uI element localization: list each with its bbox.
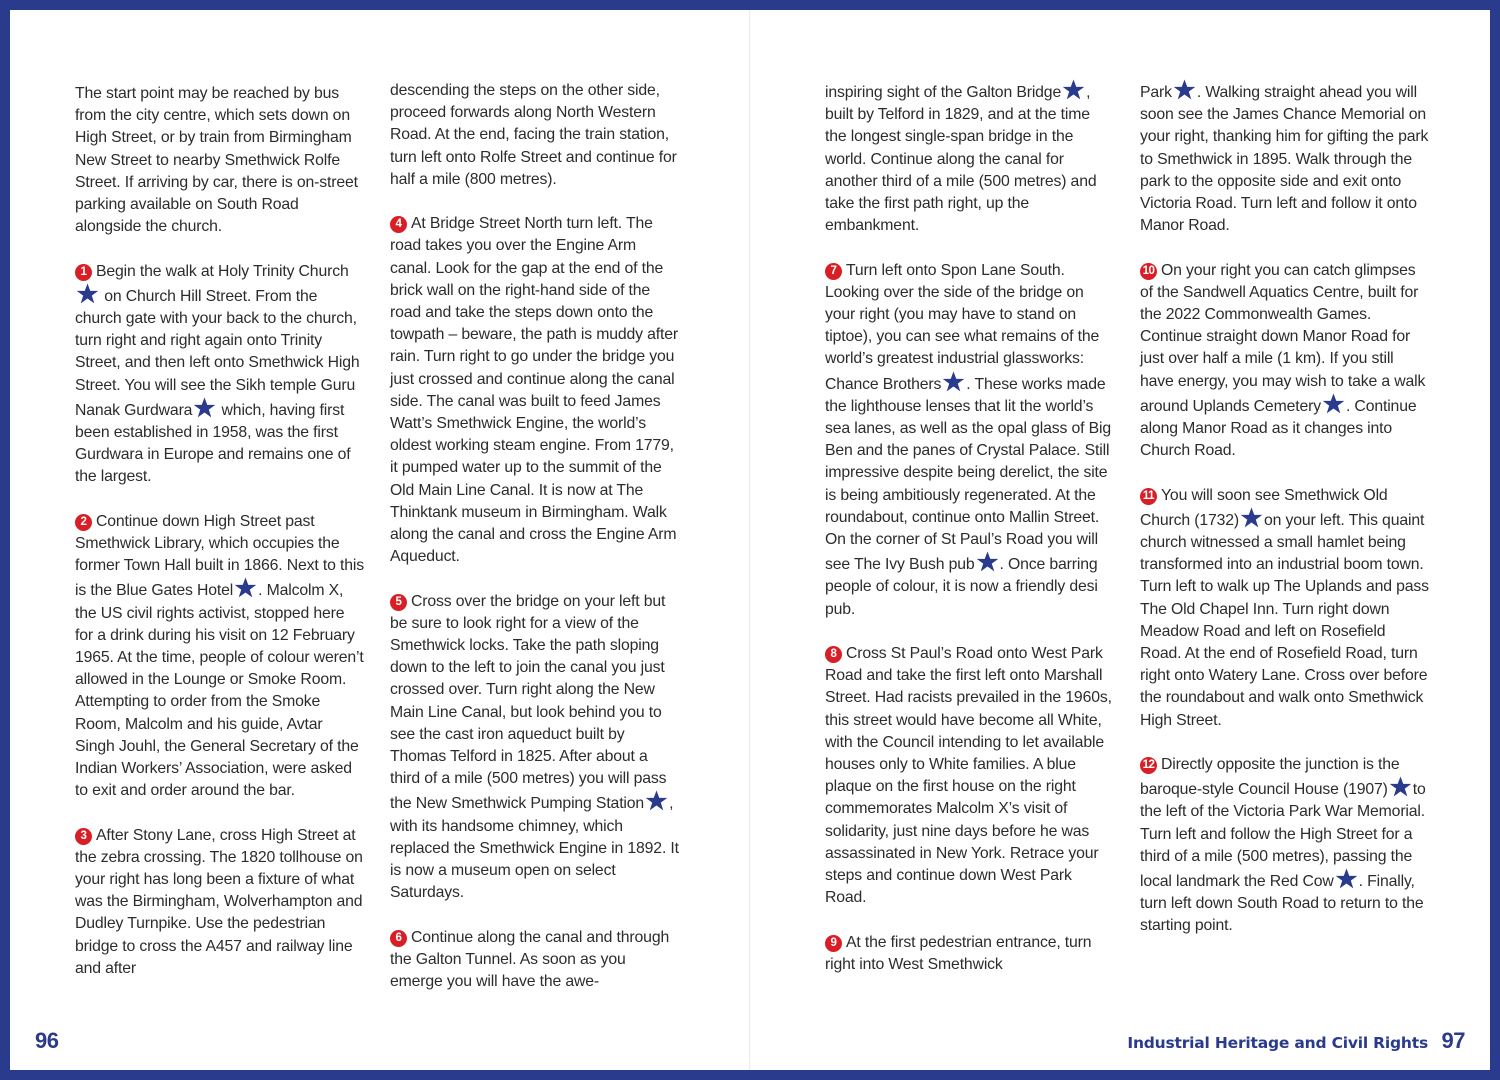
star-icon [193,397,216,418]
numbered-circle-icon: 6 [390,930,407,947]
text-run: Begin the walk at Holy Trinity Church [96,262,349,280]
paragraph [1140,754,1430,938]
text-run: . Walking straight ahead you will soon see the James Chance Memorial on your right, thanking him for gifting the park to Smethwick in 1895. Walk through the park to the opposite side and exit onto Victoria Road. Turn left and follow it onto Manor Road. [1140,84,1429,235]
star-icon [1173,79,1196,100]
numbered-circle-icon: 12 [1140,757,1157,774]
paragraph [825,260,1115,621]
text-run: On your right you can catch glimpses of the Sandwell Aquatics Centre, built for the 2022 Commonwealth Games. Continue straight down Manor Road for just over half a mile (1 km). If you still have energy, you may wish to take a walk around Uplands Cemetery [1140,261,1426,415]
numbered-circle-icon: 5 [390,594,407,611]
star-icon [1240,507,1263,528]
text-run: , built by Telford in 1829, and at the time the longest single-span bridge in the world. Continue along the canal for another third of a mile (500 metres) and take the first path right, up the embankment. [825,84,1097,235]
paragraph [825,932,1115,976]
numbered-circle-icon: 3 [75,828,92,845]
paragraph [75,83,365,238]
text-column-3 [825,79,1115,998]
text-column-2 [390,80,680,1015]
text-run: . Finally, turn left down South Road to return to the starting point. [1140,873,1424,935]
text-column-1 [75,83,365,1002]
star-icon [76,283,99,304]
text-run: Cross over the bridge on your left but be sure to look right for a view of the Smethwick locks. Take the path sloping down to the left to join the canal you just crossed over. Turn right along the New Main Line Canal, but look behind you to see the cast iron aqueduct built by Thomas Telford in 1825. After about a third of a mile (500 metres) you will pass the New Smethwick Pumping Station [390,592,667,813]
paragraph [75,261,365,489]
numbered-circle-icon: 2 [75,514,92,531]
text-run: . These works made the lighthouse lenses that lit the world’s sea lanes, as well as the opal glass of Big Ben and the panes of Crystal Palace. Still impressive despite being derelict, the site is being ambitiously regenerated. At the roundabout, continue onto Mallin Street. On the corner of St Paul’s Road you will see The Ivy Bush pub [825,375,1111,574]
right-page-number: 97 [1441,1028,1465,1053]
text-run: Turn left onto Spon Lane South. Looking over the side of the bridge on your right (you may have to stand on tiptoe), you can see what remains of the world’s greatest industrial glassworks: Chance Brothers [825,261,1100,393]
paragraph [390,927,680,994]
numbered-circle-icon: 1 [75,264,92,281]
star-icon [942,371,965,392]
numbered-circle-icon: 4 [390,216,407,233]
text-run: . Malcolm X, the US civil rights activist, stopped here for a drink during his visit on 12 February 1965. At the time, people of colour weren’t allowed in the Lounge or Smoke Room. Attempting to order from the Smoke Room, Malcolm and his guide, Avtar Singh Jouhl, the General Secretary of the Indian Workers’ Association, were asked to exit and order around the bar. [75,582,364,800]
paragraph [390,213,680,568]
text-run: At Bridge Street North turn left. The road takes you over the Engine Arm canal. Look for the gap at the end of the brick wall on the right-hand side of the road and take the steps down onto the towpath – beware, the path is muddy after rain. Turn right to go under the bridge you just crossed and continue along the canal side. The canal was built to feed James Watt’s Smethwick Engine, the world’s oldest working steam engine. From 1779, it pumped water up to the summit of the Old Main Line Canal. It is now at The Thinktank museum in Birmingham. Walk along the canal and cross the Engine Arm Aqueduct. [390,215,679,566]
book-spread [10,10,1490,1070]
text-run: Directly opposite the junction is the baroque-style Council House (1907) [1140,756,1400,799]
numbered-circle-icon: 9 [825,935,842,952]
paragraph [75,511,365,803]
numbered-circle-icon: 10 [1140,263,1157,280]
numbered-circle-icon: 8 [825,646,842,663]
paragraph [1140,260,1430,463]
text-run: At the first pedestrian entrance, turn right into West Smethwick [825,933,1092,973]
paragraph [390,80,680,191]
text-run: on Church Hill Street. From the church gate with your back to the church, turn right and right again onto Trinity Street, and then left onto Smethwick High Street. You will see the Sikh temple Guru Nanak Gurdwara [75,287,360,419]
text-run: to the left of the Victoria Park War Memorial. Turn left and follow the High Street for a third of a mile (500 metres), passing the local landmark the Red Cow [1140,781,1426,891]
paragraph [390,591,680,905]
paragraph [75,825,365,980]
star-icon [976,551,999,572]
star-icon [1389,776,1412,797]
text-run: You will soon see Smethwick Old Church (1732) [1140,486,1388,529]
page-gutter [749,10,751,1070]
numbered-circle-icon: 7 [825,263,842,280]
text-run: , with its handsome chimney, which replaced the Smethwick Engine in 1892. It is now a museum open on select Saturdays. [390,795,679,902]
paragraph [1140,79,1430,237]
text-run: After Stony Lane, cross High Street at the zebra crossing. The 1820 tollhouse on your right has long been a fixture of what was the Birmingham, Wolverhampton and Dudley Turnpike. Use the pedestrian bridge to cross the A457 and railway line and after [75,826,363,977]
text-run: inspiring sight of the Galton Bridge [825,84,1062,101]
text-run: descending the steps on the other side, proceed forwards along North Western Road. At the end, facing the train station, turn left onto Rolfe Street and continue for half a mile (800 metres). [390,82,677,188]
text-run: which, having first been established in 1958, was the first Gurdwara in Europe and remains one of the largest. [75,401,351,486]
text-run: Continue along the canal and through the Galton Tunnel. As soon as you emerge you will have the awe- [390,928,670,991]
star-icon [645,790,668,811]
paragraph [1140,485,1430,732]
text-run: Continue down High Street past Smethwick Library, which occupies the former Town Hall built in 1866. Next to this is the Blue Gates Hotel [75,512,364,600]
text-run: on your left. This quaint church witnessed a small hamlet being transformed into an industrial boom town. Turn left to walk up The Uplands and pass The Old Chapel Inn. Turn right down Meadow Road and left on Rosefield Road. At the end of Rosefield Road, turn right onto Watery Lane. Cross over before the roundabout and walk onto Smethwick High Street. [1140,511,1429,729]
star-icon [1322,393,1345,414]
paragraph [825,643,1115,909]
numbered-circle-icon: 11 [1140,488,1157,505]
running-head: Industrial Heritage and Civil Rights [1127,1034,1428,1052]
star-icon [1062,79,1085,100]
text-column-4 [1140,79,1430,960]
text-run: Park [1140,84,1172,101]
left-page-number: 96 [35,1028,59,1053]
star-icon [1335,868,1358,889]
text-run: . Once barring people of colour, it is now a friendly desi pub. [825,556,1098,618]
paragraph [825,79,1115,237]
text-run: . Continue along Manor Road as it changes into Church Road. [1140,397,1417,460]
text-run: The start point may be reached by bus from the city centre, which sets down on High Street, or by train from Birmingham New Street to nearby Smethwick Rolfe Street. If arriving by car, there is on-street parking available on South Road alongside the church. [75,85,358,236]
star-icon [234,577,257,598]
text-run: Cross St Paul’s Road onto West Park Road and take the first left onto Marshall Street. Had racists prevailed in the 1960s, this street would have become all White, with the Council intending to let available houses only to White families. A blue plaque on the first house on the right commemorates Malcolm X’s visit of solidarity, just nine days before he was assassinated in New York. Retrace your steps and continue down West Park Road. [825,645,1112,907]
